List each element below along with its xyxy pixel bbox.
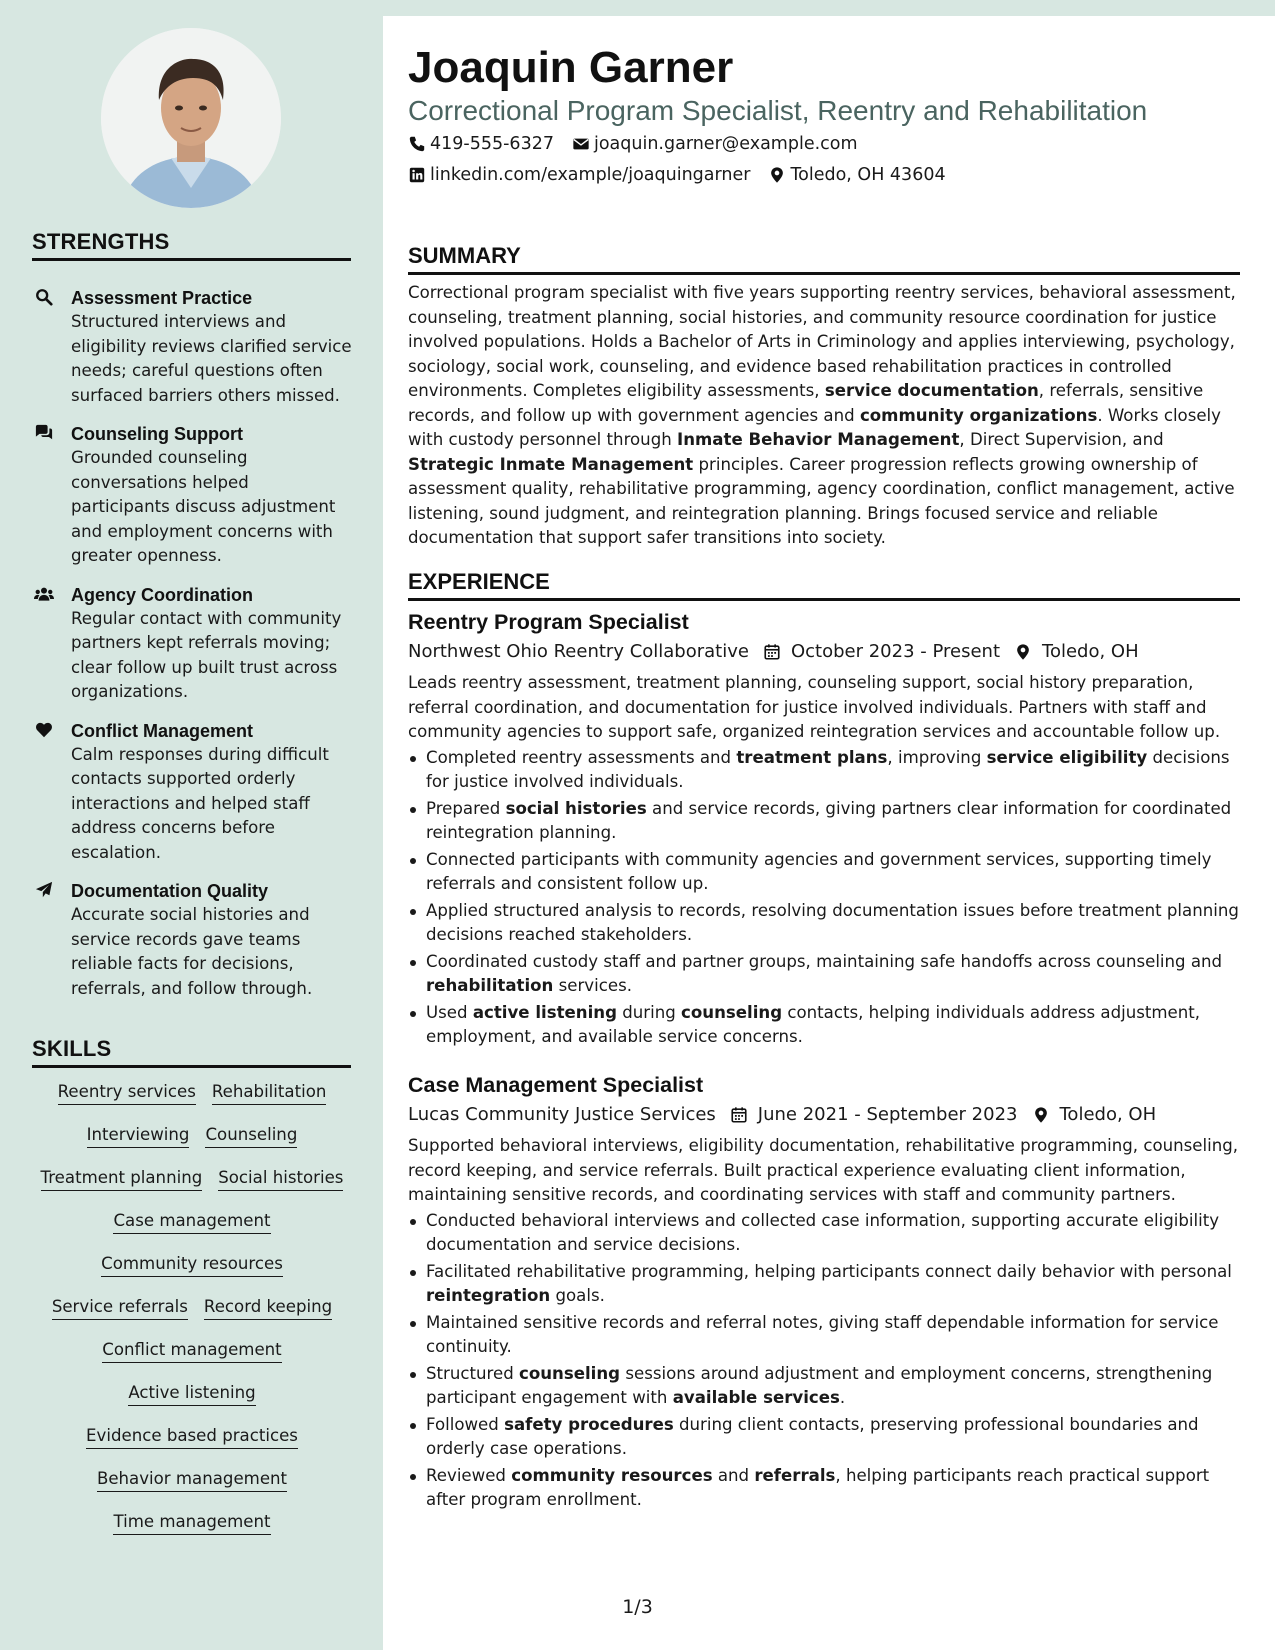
paper-plane-icon [32,880,56,900]
emphasis-text: available services [672,1388,840,1407]
map-pin-icon [768,166,786,184]
job-description: Leads reentry assessment, treatment planning, counseling support, social history preparation, referral coordination, and documentation for justice involved individuals. Partners with staff and community agencies to support safe, organized reintegration services and accountable follow up. [408,673,1221,741]
email-text: joaquin.garner@example.com [593,134,858,154]
job-bullet: Applied structured analysis to records, resolving documentation issues before treatment planning decisions reached stakeholders. [408,899,1240,948]
emphasis-text: counseling [681,1002,783,1022]
job-location [1032,1101,1157,1129]
emphasis-text: rehabilitation [426,976,554,995]
summary-paragraph: Correctional program specialist with five years supporting reentry services, behavioral assessment, counseling, treatment planning, social histories, and community resource coordination for justice involved populations. Holds a Bachelor of Arts in Criminology and applies interviewing, psychology, sociology, social work, counseling, and evidence based rehabilitation practices in controlled environments. Completes eligibility assessments, service documentation, referrals, sensitive records, and follow up with government agencies and community organizations. Works closely with custody personnel through Inmate Behavior Management, Direct Supervision, and Strategic Inmate Management principles. Career progression reflects growing ownership of assessment quality, rehabilitative programming, agency coordination, conflict management, active listening, sound judgment, and reintegration planning. Brings focused service and reliable documentation that support safer transitions into society. [408,283,1236,547]
skill-tag: Case management [113,1209,270,1234]
map-pin-icon [1014,643,1032,661]
job-bullet: Maintained sensitive records and referral notes, giving staff dependable information for service continuity. [408,1311,1240,1360]
profile-photo [101,28,281,208]
strengths-list [32,286,352,1015]
strength-title: Counseling Support [71,424,243,444]
job-bullet: Conducted behavioral interviews and collected case information, supporting accurate eligibility documentation and service decisions. [408,1209,1240,1258]
date-range: October 2023 - Present [790,641,1001,662]
emphasis-text: service documentation [824,381,1039,400]
strength-description: Calm responses during difficult contacts supported orderly interactions and helped staff address concerns before escalation. [71,744,329,862]
company-name: Lucas Community Justice Services [408,1104,716,1125]
linkedin-icon [408,166,426,184]
skills-heading: SKILLS [32,1036,351,1068]
sidebar [0,0,383,1650]
skill-tag: Reentry services [58,1080,196,1105]
emphasis-text: service eligibility [986,747,1148,767]
strength-item [32,879,352,1001]
emphasis-text: Strategic Inmate Management [408,454,694,474]
skill-tag: Behavior management [97,1467,287,1492]
phone-contact [408,134,554,154]
job-bullet: Structured counseling sessions around adjustment and employment concerns, strengthening participant engagement with available services. [408,1362,1240,1411]
job-bullet: Followed safety procedures during client contacts, preserving professional boundaries and orderly case operations. [408,1413,1240,1462]
skill-tag: Rehabilitation [212,1080,327,1105]
page-number: 1/3 [622,1596,653,1618]
job-bullet: Completed reentry assessments and treatment plans, improving service eligibility decisions for justice involved individuals. [408,746,1240,795]
job-bullets [408,746,1240,1050]
strength-item [32,719,352,866]
skill-tag: Evidence based practices [86,1424,298,1449]
users-icon [32,584,56,604]
strength-title: Agency Coordination [71,584,254,605]
job-description: Supported behavioral interviews, eligibility documentation, rehabilitative programming, counseling, record keeping, and service referrals. Built practical experience evaluating client information, maintaining sensitive records, and coordinating services with staff and community partners. [408,1136,1239,1204]
job-bullet: Reviewed community resources and referrals, helping participants reach practical support after program enrollment. [408,1464,1240,1513]
phone-text: 419-555-6327 [430,134,554,154]
linkedin-text: linkedin.com/example/joaquingarner [430,165,751,185]
job-title: Case Management Specialist [408,1073,704,1097]
heart-icon [32,720,56,740]
skill-tag: Record keeping [204,1295,332,1320]
skill-tag: Interviewing [87,1123,190,1148]
candidate-headline: Correctional Program Specialist, Reentry and Rehabilitation [408,95,1148,126]
skill-tag: Conflict management [102,1338,281,1363]
job-dates [763,638,1000,666]
emphasis-text: treatment plans [736,747,888,767]
portrait-illustration [101,28,281,208]
contact-row-primary [408,134,876,154]
skills-list [32,1080,352,1535]
skill-tag: Time management [113,1510,270,1535]
emphasis-text: referrals [754,1465,836,1485]
linkedin-contact[interactable] [408,165,750,185]
emphasis-text: community resources [511,1465,713,1485]
job-bullet: Coordinated custody staff and partner groups, maintaining safe handoffs across counseling and rehabilitation services. [408,950,1240,999]
emphasis-text: Inmate Behavior Management [677,430,960,449]
comments-icon [32,423,56,443]
emphasis-text: counseling [519,1363,621,1383]
strengths-heading: STRENGTHS [32,229,351,261]
search-icon [32,287,56,307]
map-pin-icon [1032,1106,1050,1124]
skill-tag: Active listening [128,1381,255,1406]
calendar-icon [763,643,781,661]
job-bullet: Facilitated rehabilitative programming, helping participants connect daily behavior with personal reintegration goals. [408,1260,1240,1309]
emphasis-text: social histories [505,798,647,818]
calendar-icon [730,1106,748,1124]
job-bullet: Prepared social histories and service records, giving partners clear information for coordinated reintegration planning. [408,797,1240,846]
date-range: June 2021 - September 2023 [757,1104,1018,1125]
strength-title: Assessment Practice [71,288,253,308]
job-entry [408,1071,1240,1515]
email-contact[interactable] [572,134,858,154]
skill-tag: Service referrals [52,1295,188,1320]
job-entry [408,608,1240,1052]
emphasis-text: reintegration [426,1286,551,1305]
job-bullet: Used active listening during counseling contacts, helping individuals address adjustment, employment, and available service concerns. [408,1001,1240,1050]
job-meta [408,1101,1240,1129]
location-text: Toledo, OH [1059,1104,1157,1125]
strength-description: Accurate social histories and service records gave teams reliable facts for decisions, referrals, and follow through. [71,905,313,998]
skill-tag: Social histories [218,1166,343,1191]
candidate-name: Joaquin Garner [408,43,734,92]
company-name: Northwest Ohio Reentry Collaborative [408,641,749,662]
job-bullets [408,1209,1240,1513]
job-dates [730,1101,1018,1129]
job-meta [408,638,1240,666]
strength-item [32,422,352,569]
strength-description: Regular contact with community partners kept referrals moving; clear follow up built trust across organizations. [71,608,342,701]
strength-description: Grounded counseling conversations helped participants discuss adjustment and employment concerns with greater openness. [71,448,336,565]
job-bullet: Connected participants with community agencies and government services, supporting timely referrals and consistent follow up. [408,848,1240,897]
emphasis-text: safety procedures [504,1414,674,1434]
strength-description: Structured interviews and eligibility reviews clarified service needs; careful questions often surfaced barriers others missed. [71,312,352,405]
strength-title: Documentation Quality [71,881,269,901]
skill-tag: Treatment planning [41,1166,203,1191]
job-company [408,1101,716,1129]
location-text: Toledo, OH [1042,641,1139,662]
location-text: Toledo, OH 43604 [790,165,946,185]
summary-heading: SUMMARY [408,243,1240,275]
emphasis-text: community organizations [859,405,1098,425]
skill-tag: Counseling [205,1123,297,1148]
experience-heading: EXPERIENCE [408,569,1240,601]
emphasis-text: active listening [472,1002,617,1022]
job-location [1014,638,1139,666]
strength-item [32,583,352,705]
skill-tag: Community resources [101,1252,283,1277]
job-company [408,638,749,666]
phone-icon [408,135,426,153]
location-contact [768,165,945,185]
strength-title: Conflict Management [71,720,254,741]
job-title: Reentry Program Specialist [408,610,689,634]
strength-item [32,286,352,408]
envelope-icon [572,135,590,153]
contact-row-secondary [408,165,964,185]
